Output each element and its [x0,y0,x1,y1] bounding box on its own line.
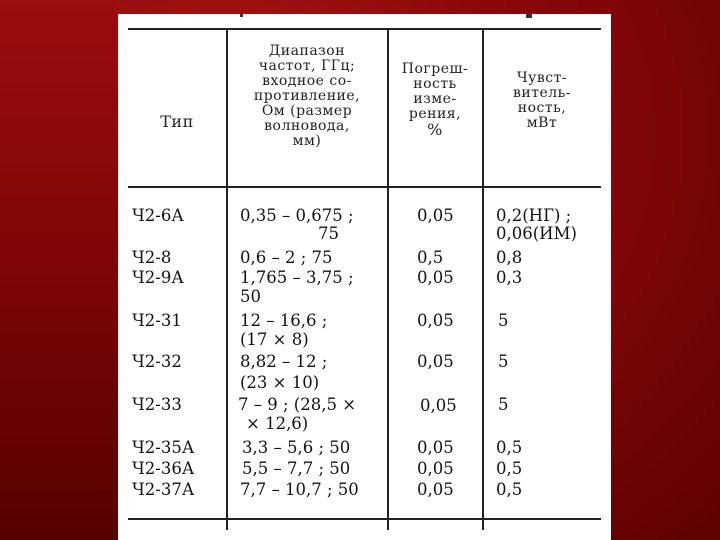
table-row-error: 0,05 [417,268,454,287]
table-bottom-rule [128,518,601,520]
table-row-type: Ч2-8 [132,248,172,267]
table-row-error: 0,05 [417,311,454,330]
table-row-range: (23 × 10) [240,373,320,392]
header-measurement-error: Погреш- ность изме- рения, % [401,61,469,139]
header-type: Тип [160,112,194,131]
header-frequency-range: Диапазон частот, ГГц; входное со- противление, Ом (размер волновода, мм) [253,43,361,149]
table-row-type: Ч2-6А [132,206,184,225]
table-row-range: 75 [318,224,339,243]
scanned-table-page [118,14,611,540]
table-row-error: 0,05 [417,352,454,371]
table-row-range: 12 – 16,6 ; [240,311,328,330]
table-row-type: Ч2-31 [132,311,182,330]
table-row-range: 1,765 – 3,75 ; [240,268,354,287]
table-row-sensitivity: 0,06(ИМ) [496,224,577,243]
table-row-sensitivity: 5 [498,311,509,330]
table-row-range: 8,82 – 12 ; [240,352,328,371]
table-row-sensitivity: 5 [498,352,509,371]
table-row-error: 0,05 [417,480,454,499]
table-row-type: Ч2-35А [132,438,195,457]
table-row-sensitivity: 0,8 [496,248,523,267]
table-row-range: 0,6 – 2 ; 75 [240,248,333,267]
table-row-range: 0,35 – 0,675 ; [240,206,354,225]
table-row-type: Ч2-32 [132,352,182,371]
table-row-error: 0,05 [420,396,457,415]
table-row-sensitivity: 0,5 [496,480,523,499]
table-row-range: 5,5 – 7,7 ; 50 [242,459,351,478]
table-row-sensitivity: 0,2(НГ) ; [496,206,572,225]
header-bottom-rule [128,186,601,188]
table-row-range: 7 – 9 ; (28,5 × [238,395,357,414]
table-row-range: 50 [240,287,261,306]
slide-background [0,0,118,540]
header-top-rule [128,28,601,30]
table-row-type: Ч2-33 [132,395,182,414]
table-row-type: Ч2-9А [132,268,184,287]
table-row-error: 0,05 [417,438,454,457]
table-row-error: 0,5 [417,248,444,267]
table-row-range: 3,3 – 5,6 ; 50 [242,438,351,457]
table-row-range: × 12,6) [246,414,309,433]
scan-artifact [526,14,532,18]
table-row-sensitivity: 5 [498,395,509,414]
table-row-sensitivity: 0,5 [496,459,523,478]
table-row-sensitivity: 0,5 [496,438,523,457]
scan-artifact [240,14,243,17]
table-row-range: 7,7 – 10,7 ; 50 [240,480,359,499]
table-row-type: Ч2-36А [132,459,195,478]
table-row-type: Ч2-37А [132,480,195,499]
header-sensitivity: Чувст- витель- ность, мВт [513,70,571,131]
table-row-error: 0,05 [417,206,454,225]
table-row-range: (17 × 8) [240,330,309,349]
table-row-error: 0,05 [417,459,454,478]
table-row-sensitivity: 0,3 [496,268,523,287]
